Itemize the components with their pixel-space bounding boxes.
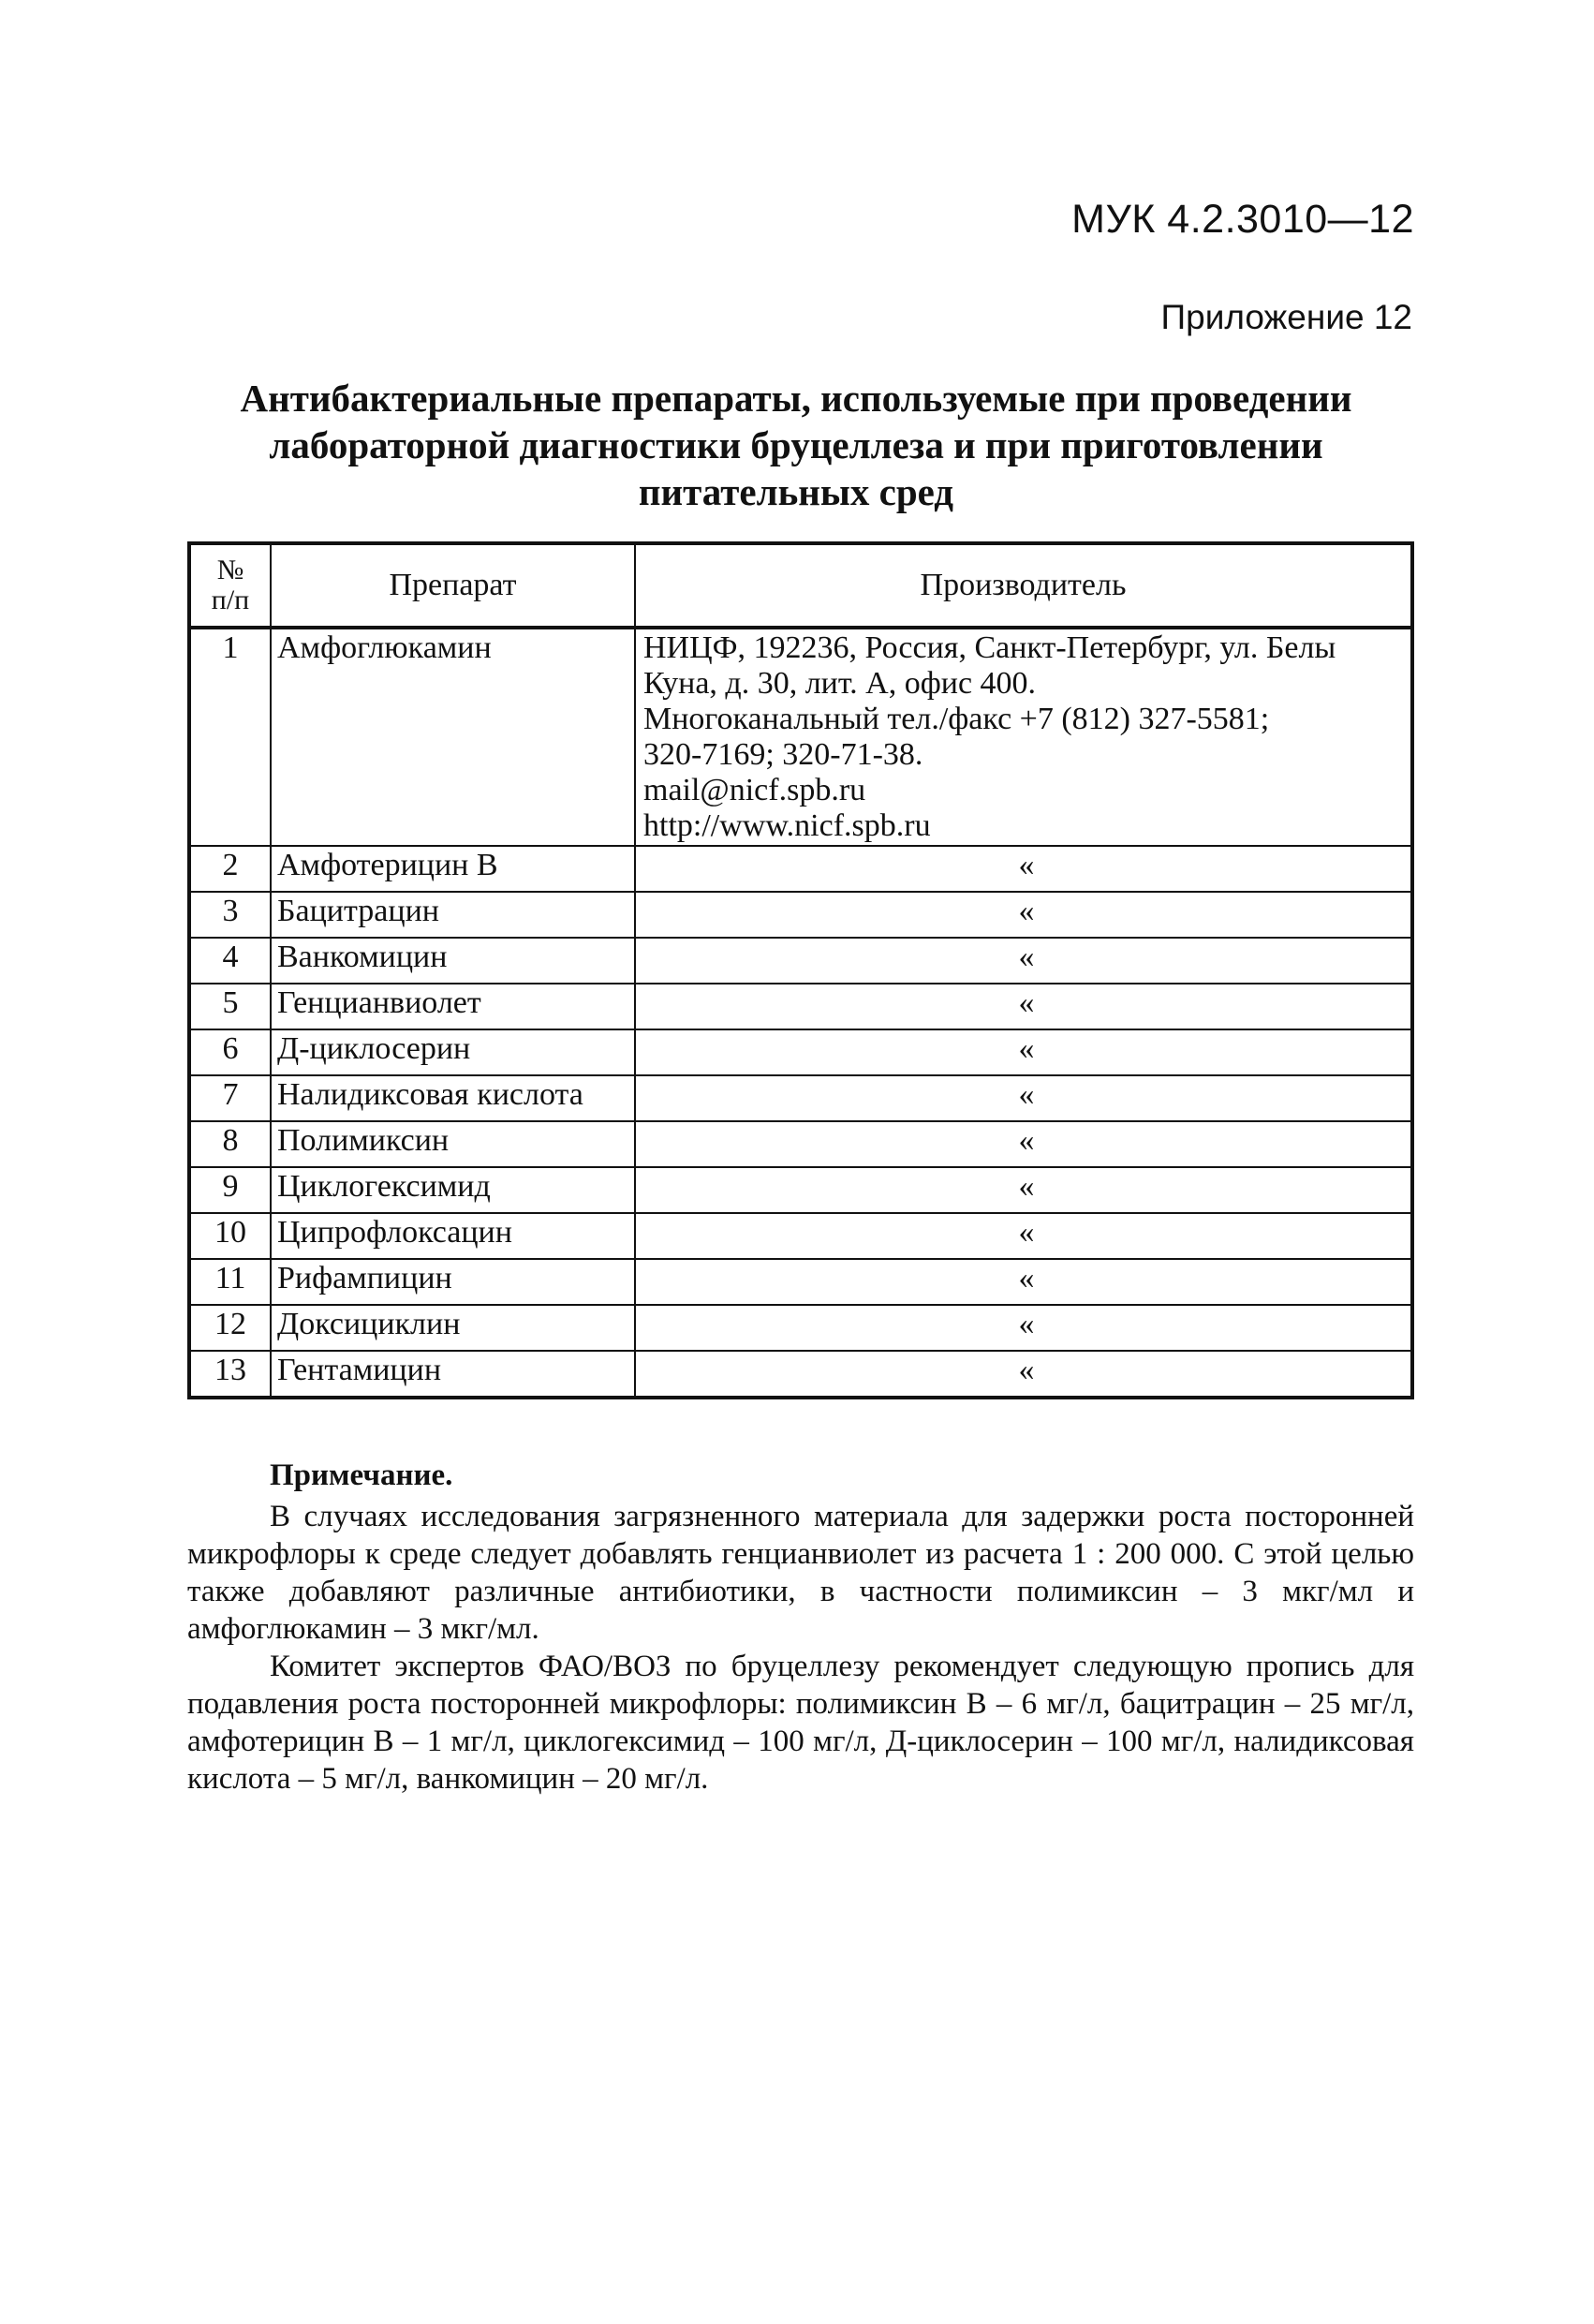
table-row [189, 846, 1412, 892]
row-number: 5 [189, 984, 271, 1029]
producer-ditto: « [635, 1305, 1412, 1351]
document-title [187, 375, 1405, 515]
row-number: 2 [189, 846, 271, 892]
producer-details [635, 628, 1412, 846]
document-code: МУК 4.2.3010—12 [1071, 197, 1414, 242]
table-row [189, 628, 1412, 846]
table-row [189, 1167, 1412, 1213]
note-paragraph: В случаях исследования загрязненного материала для задержки роста посторонней микрофлоры к среде следует добавлять генцианвиолет из расчета 1 : 200 000. С этой целью также добавляют различные антибиотики, в частности полимиксин – 3 мкг/мл и амфоглюкамин – 3 мкг/мл. [187, 1500, 1414, 1646]
producer-line: Куна, д. 30, лит. А, офис 400. [643, 666, 1037, 701]
table-row [189, 984, 1412, 1029]
column-header-preparation: Препарат [271, 543, 635, 628]
row-number: 1 [189, 628, 271, 846]
table-header-row [189, 543, 1412, 628]
preparation-name: Ципрофлоксацин [271, 1213, 635, 1259]
producer-line: 320-7169; 320-71-38. [643, 737, 923, 772]
producer-ditto: « [635, 1075, 1412, 1121]
producer-line: НИЦФ, 192236, Россия, Санкт-Петербург, ул. Белы [643, 630, 1336, 665]
producer-ditto: « [635, 1121, 1412, 1167]
table-row [189, 1351, 1412, 1398]
preparation-name: Доксициклин [271, 1305, 635, 1351]
row-number: 7 [189, 1075, 271, 1121]
title-line: Антибактериальные препараты, используемые при проведении [240, 377, 1352, 420]
title-line: лабораторной диагностики бруцеллеза и при приготовлении [269, 423, 1323, 466]
row-number: 11 [189, 1259, 271, 1305]
preparations-table [187, 541, 1414, 1399]
table-row [189, 892, 1412, 938]
preparation-name: Рифампицин [271, 1259, 635, 1305]
preparation-name: Гентамицин [271, 1351, 635, 1398]
header-number-symbol: № [216, 555, 244, 585]
preparation-name: Амфотерицин В [271, 846, 635, 892]
row-number: 13 [189, 1351, 271, 1398]
preparation-name: Генцианвиолет [271, 984, 635, 1029]
preparation-name: Полимиксин [271, 1121, 635, 1167]
producer-ditto: « [635, 938, 1412, 984]
row-number: 3 [189, 892, 271, 938]
producer-ditto: « [635, 1259, 1412, 1305]
producer-ditto: « [635, 984, 1412, 1029]
producer-line: Многоканальный тел./факс +7 (812) 327-5581; [643, 702, 1270, 736]
note-heading: Примечание. [270, 1458, 453, 1492]
producer-ditto: « [635, 1029, 1412, 1075]
row-number: 8 [189, 1121, 271, 1167]
producer-ditto: « [635, 846, 1412, 892]
producer-ditto: « [635, 1351, 1412, 1398]
producer-website: http://www.nicf.spb.ru [643, 808, 931, 843]
appendix-label: Приложение 12 [1160, 298, 1412, 336]
column-header-number [189, 543, 271, 628]
row-number: 9 [189, 1167, 271, 1213]
producer-ditto: « [635, 1213, 1412, 1259]
preparation-name: Амфоглюкамин [271, 628, 635, 846]
preparation-name: Ванкомицин [271, 938, 635, 984]
row-number: 10 [189, 1213, 271, 1259]
producer-email: mail@nicf.spb.ru [643, 773, 866, 807]
table-row [189, 1305, 1412, 1351]
title-line: питательных сред [638, 470, 954, 513]
preparation-name: Бацитрацин [271, 892, 635, 938]
producer-ditto: « [635, 1167, 1412, 1213]
table-row [189, 1121, 1412, 1167]
preparation-name: Циклогексимид [271, 1167, 635, 1213]
row-number: 12 [189, 1305, 271, 1351]
table-row [189, 1029, 1412, 1075]
note-section [187, 1457, 1414, 1798]
table-row [189, 1259, 1412, 1305]
table-row [189, 938, 1412, 984]
note-paragraph: Комитет экспертов ФАО/ВОЗ по бруцеллезу рекомендует следующую пропись для подавления роста посторонней микрофлоры: полимиксин В – 6 мг/л, бацитрацин – 25 мг/л, амфотерицин В – 1 мг/л, циклогексимид – 100 мг/л, Д-циклосерин – 100 мг/л, налидиксовая кислота – 5 мг/л, ванкомицин – 20 мг/л. [187, 1650, 1414, 1796]
column-header-producer: Производитель [635, 543, 1412, 628]
table-row [189, 1075, 1412, 1121]
preparation-name: Налидиксовая кислота [271, 1075, 635, 1121]
producer-ditto: « [635, 892, 1412, 938]
preparation-name: Д-циклосерин [271, 1029, 635, 1075]
header-number-abbr: п/п [211, 585, 250, 615]
row-number: 4 [189, 938, 271, 984]
row-number: 6 [189, 1029, 271, 1075]
table-row [189, 1213, 1412, 1259]
